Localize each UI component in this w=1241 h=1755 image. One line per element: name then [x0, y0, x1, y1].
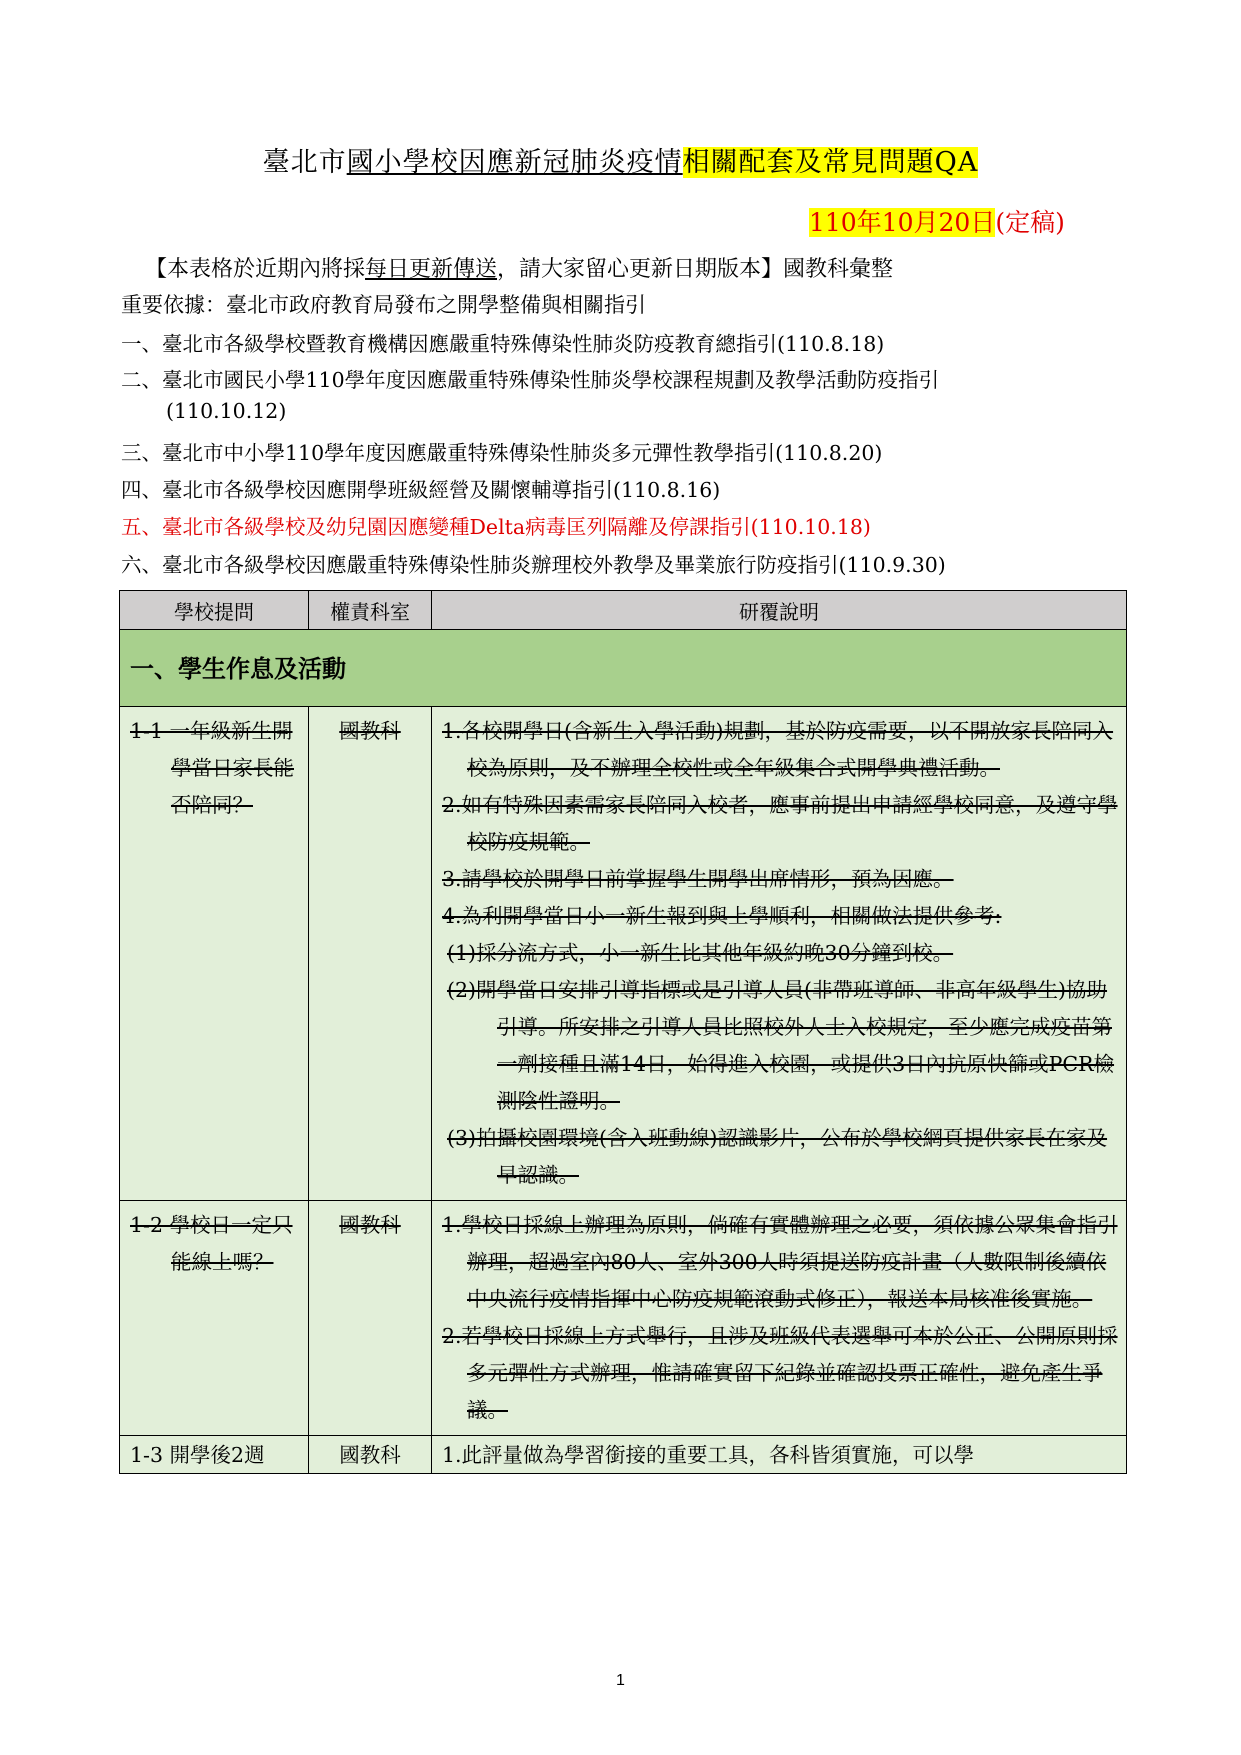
answer-item: 4.為利開學當日小一新生報到與上學順利，相關做法提供參考:	[442, 904, 1002, 928]
department-cell: 國教科	[309, 1201, 432, 1436]
reference-item: 六、臺北市各級學校因應嚴重特殊傳染性肺炎辦理校外教學及畢業旅行防疫指引(110.9.30)	[121, 553, 946, 577]
document-title: 臺北市國小學校因應新冠肺炎疫情相關配套及常見問題QA	[262, 147, 979, 178]
header-answer: 研覆說明	[432, 591, 1127, 630]
answer-subitem: (2)開學當日安排引導指標或是引導人員(非帶班導師、非高年級學生)協助引導。所安排之引導人員比照校外人士入校規定，至少應完成疫苗第一劑接種且滿14日，始得進入校園，或提供3日內抗原快篩或PCR檢測陰性證明。	[447, 978, 1115, 1113]
question-cell: 1-2 學校日一定只能線上嗎？	[120, 1201, 309, 1436]
question-cell: 1-3 開學後2週	[120, 1436, 309, 1474]
header-department: 權責科室	[309, 591, 432, 630]
reference-item: 三、臺北市中小學110學年度因應嚴重特殊傳染性肺炎多元彈性教學指引(110.8.20)	[121, 441, 883, 465]
table-row	[120, 1436, 1127, 1474]
table-row	[120, 707, 1127, 1201]
reference-item-highlighted: 五、臺北市各級學校及幼兒園因應變種Delta病毒匡列隔離及停課指引(110.10.18)	[121, 515, 871, 539]
reference-item: 二、臺北市國民小學110學年度因應嚴重特殊傳染性肺炎學校課程規劃及教學活動防疫指引	[121, 368, 940, 392]
answer-item: 3.請學校於開學日前掌握學生開學出席情形，預為因應。	[442, 867, 954, 891]
answer-item: 2.如有特殊因素需家長陪同入校者，應事前提出申請經學校同意，及遵守學校防疫規範。	[442, 793, 1118, 854]
answer-cell	[432, 707, 1127, 1201]
version-date: 110年10月20日(定稿)	[809, 208, 1065, 237]
question-cell: 1-1 一年級新生開學當日家長能否陪同？	[120, 707, 309, 1201]
section-row	[120, 630, 1127, 707]
section-title: 一、學生作息及活動	[120, 630, 1127, 707]
answer-subitem: (1)採分流方式，小一新生比其他年級約晚30分鐘到校。	[447, 941, 954, 965]
reference-item: 一、臺北市各級學校暨教育機構因應嚴重特殊傳染性肺炎防疫教育總指引(110.8.18)	[121, 332, 885, 356]
department-cell: 國教科	[309, 707, 432, 1201]
answer-item: 2.若學校日採線上方式舉行，且涉及班級代表選舉可本於公正、公開原則採多元彈性方式辦理，惟請確實留下紀錄並確認投票正確性，避免產生爭議。	[442, 1324, 1118, 1422]
table-row	[120, 1201, 1127, 1436]
header-question: 學校提問	[120, 591, 309, 630]
qa-table	[119, 590, 1127, 1474]
basis-line: 重要依據：臺北市政府教育局發布之開學整備與相關指引	[121, 293, 646, 317]
page-number: 1	[616, 1672, 625, 1689]
reference-item-continued: (110.10.12)	[166, 399, 287, 423]
update-notice: 【本表格於近期內將採每日更新傳送，請大家留心更新日期版本】國教科彙整	[145, 257, 894, 282]
reference-item: 四、臺北市各級學校因應開學班級經營及關懷輔導指引(110.8.16)	[121, 478, 721, 502]
answer-cell	[432, 1436, 1127, 1474]
answer-item: 1.學校日採線上辦理為原則，倘確有實體辦理之必要，須依據公眾集會指引辦理，超過室內80人、室外300人時須提送防疫計畫（人數限制後續依中央流行疫情指揮中心防疫規範滾動式修正），報送本局核准後實施。	[442, 1213, 1118, 1311]
answer-item: 1.各校開學日(含新生入學活動)規劃，基於防疫需要，以不開放家長陪同入校為原則，及不辦理全校性或全年級集合式開學典禮活動。	[442, 719, 1114, 780]
answer-item: 1.此評量做為學習銜接的重要工具，各科皆須實施，可以學	[442, 1443, 975, 1467]
answer-subitem: (3)拍攝校園環境(含入班動線)認識影片，公布於學校網頁提供家長在家及早認識。	[447, 1126, 1108, 1187]
department-cell: 國教科	[309, 1436, 432, 1474]
answer-cell	[432, 1201, 1127, 1436]
table-header-row	[120, 591, 1127, 630]
